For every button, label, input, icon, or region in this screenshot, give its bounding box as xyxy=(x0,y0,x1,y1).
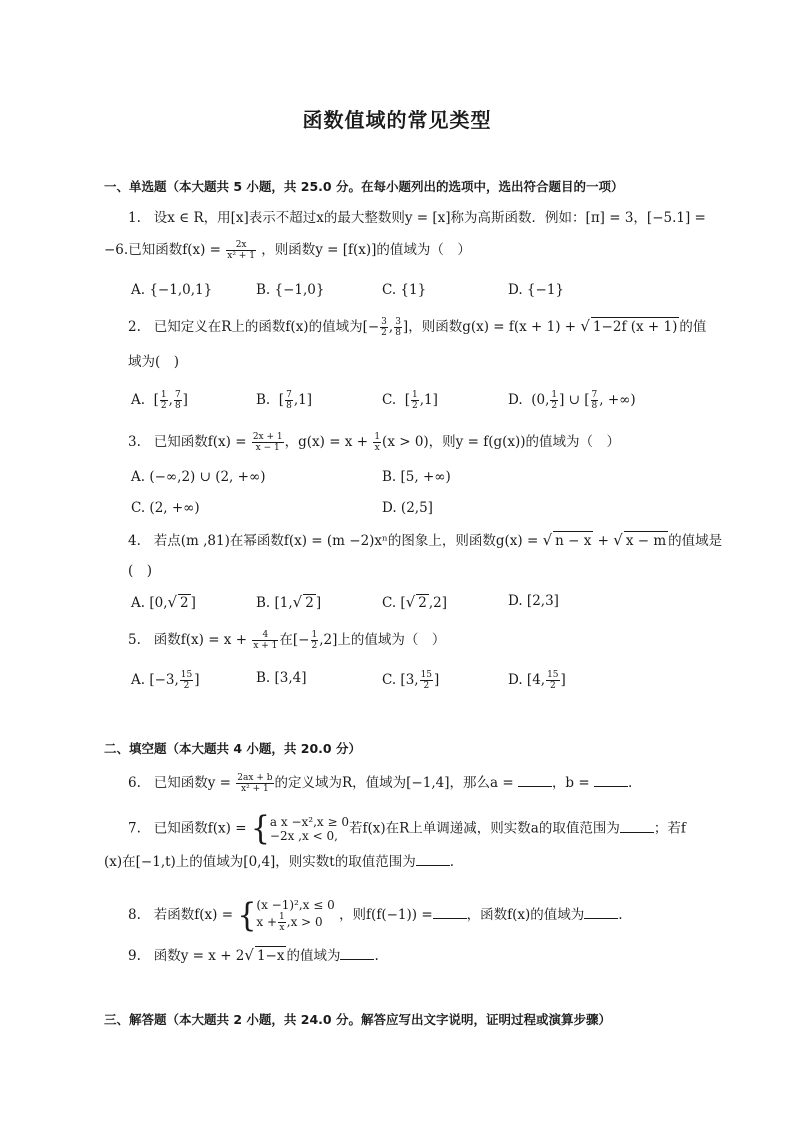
option-d: D. [2,3] xyxy=(508,593,559,609)
question-1-line-2 xyxy=(104,240,471,261)
question-1-line-1 xyxy=(128,209,706,227)
option-a: A. {−1,0,1} xyxy=(131,282,213,298)
option-b: B. [1,√ 2 ] xyxy=(256,593,322,611)
question-text: ]，则函数g(x) = f(x + 1) + xyxy=(402,319,577,335)
question-number: 9. xyxy=(128,948,141,964)
question-number: 8. xyxy=(128,907,141,923)
option-c: C. [ $\frac{1}{2}$ ,1] xyxy=(382,390,438,411)
section-heading-answer: 三、解答题（本大题共 2 小题，共 24.0 分。解答应写出文字说明，证明过程或演算步骤） xyxy=(104,1012,611,1027)
piecewise-cases: (x −1)²,x ≤ 0 x + $\frac{1}{x}$ ,x > 0 xyxy=(256,898,335,933)
question-2-line-1: 2. 已知定义在R上的函数f(x)的值域为[− $\frac{3}{2}$ , $\frac{3}{8}$ ]，则函数g(x) = f(x + 1) + √ 1−2f (x + 1) 的值 xyxy=(128,317,707,338)
question-text: 已知定义在R上的函数f(x)的值域为[− xyxy=(153,319,380,335)
option-c: C. (2, +∞) xyxy=(131,500,200,516)
question-8-line-1: 8. 若函数f(x) = { (x −1)²,x ≤ 0 x + $\frac{1}{x}$ ,x > 0 ，则f(f(−1)) = ，函数f(x)的值域为 . xyxy=(128,895,623,935)
question-4-line-1: 4. 若点(m ,81)在幂函数f(x) = (m −2)xⁿ的图象上，则函数g(x) = √ n − x + √ x − m 的值域是 xyxy=(128,531,723,549)
option-b: B. [5, +∞) xyxy=(382,469,451,485)
page-title: 函数值域的常见类型 xyxy=(302,108,492,132)
option-d: D. [4, $\frac{15}{2}$ ] xyxy=(508,670,566,691)
question-5-line-1: 5. 函数f(x) = x + $\frac{4}{x + 1}$ 在[− $\frac{1}{2}$ ,2]上的值域为（ ） xyxy=(128,630,446,651)
question-4-line-2: ( ) xyxy=(128,563,153,579)
option-c: C. [3, $\frac{15}{2}$ ] xyxy=(382,670,440,691)
option-b: B. [ $\frac{7}{8}$ ,1] xyxy=(256,390,312,411)
fraction: $\frac{2ax + b}{\text{x² + 1}}$ xyxy=(237,773,273,794)
answer-blank[interactable] xyxy=(620,820,654,833)
option-a: A. [ $\frac{1}{2}$ , $\frac{7}{8}$ ] xyxy=(131,390,188,411)
question-number: 7. xyxy=(128,820,141,837)
question-number: 1. xyxy=(128,210,141,226)
question-text: 设x ∈ R，用[x]表示不超过x的最大整数则y = [x]称为高斯函数．例如：[π] = 3，[−5.1] = xyxy=(153,210,706,226)
question-number: 2. xyxy=(128,319,141,335)
question-6-line-1: 6. 已知函数y = $\frac{2ax + b}{\text{x² + 1}}$ 的定义域为R，值域为[−1,4]，那么a = ，b = . xyxy=(128,773,633,794)
answer-blank[interactable] xyxy=(594,774,628,787)
option-a: A. [−3, $\frac{15}{2}$ ] xyxy=(131,670,200,691)
answer-blank[interactable] xyxy=(433,906,467,919)
option-a: A. [0,√ 2 ] xyxy=(131,593,196,611)
piecewise-cases: a x −x²,x ≥ 0 −2x ,x < 0, xyxy=(269,815,349,843)
option-d: D. {−1} xyxy=(508,282,565,298)
answer-blank[interactable] xyxy=(584,906,618,919)
sqrt-expression: x − m xyxy=(625,533,667,549)
question-text: ，则函数y = [f(x)]的值域为（ ） xyxy=(261,242,471,258)
answer-blank[interactable] xyxy=(518,774,552,787)
option-d: D. (0, $\frac{1}{2}$ ] ∪ [ $\frac{7}{8}$ , +∞) xyxy=(508,390,636,411)
sqrt-expression: 1−2f (x + 1) xyxy=(592,319,678,335)
answer-blank[interactable] xyxy=(416,853,450,866)
option-c: C. [√ 2 ,2] xyxy=(382,593,448,611)
option-b: B. [3,4] xyxy=(256,670,307,686)
fraction: $\frac{3}{8}$ xyxy=(395,317,401,338)
question-number: 4. xyxy=(128,533,141,549)
section-heading-fill-blank: 二、填空题（本大题共 4 小题，共 20.0 分） xyxy=(104,741,361,756)
sqrt-expression: n − x xyxy=(555,533,592,549)
fraction: $\frac{2x + 1}{x - 1}$ xyxy=(252,432,283,453)
question-7-line-1: 7. 已知函数f(x) = { a x −x²,x ≥ 0 −2x ,x < 0, 若f(x)在R上单调递减，则实数a的取值范围为 ；若f xyxy=(128,809,686,848)
question-number: 6. xyxy=(128,775,141,791)
question-9-line-1: 9. 函数y = x + 2√ 1−x 的值域为 . xyxy=(128,946,379,964)
fraction: $\frac{2x}{\text{x² + 1}}$ xyxy=(227,240,255,261)
fraction: $\frac{3}{2}$ xyxy=(381,317,387,338)
question-text: −6.已知函数f(x) = xyxy=(104,242,221,258)
fraction: $\frac{4}{x + 1}$ xyxy=(253,630,278,651)
answer-blank[interactable] xyxy=(340,947,374,960)
sqrt-expression: 1−x xyxy=(256,948,285,964)
question-number: 3. xyxy=(128,434,141,450)
question-2-line-2: 域为( ) xyxy=(128,354,180,370)
option-d: D. (2,5] xyxy=(382,500,433,516)
fraction: $\frac{1}{x}$ xyxy=(374,432,381,453)
question-7-line-2: (x)在[−1,t)上的值域为[0,4]，则实数t的取值范围为 . xyxy=(104,854,455,870)
question-3-line-1: 3. 已知函数f(x) = $\frac{2x + 1}{x - 1}$ ，g(x) = x + $\frac{1}{x}$ (x > 0)，则y = f(g(x))的值域为（ ） xyxy=(128,432,621,453)
section-heading-single-choice: 一、单选题（本大题共 5 小题，共 25.0 分。在每小题列出的选项中，选出符合题目的一项） xyxy=(104,179,624,194)
option-b: B. {−1,0} xyxy=(256,282,325,298)
option-c: C. {1} xyxy=(382,282,427,298)
option-a: A. (−∞,2) ∪ (2, +∞) xyxy=(131,469,266,485)
question-number: 5. xyxy=(128,632,141,648)
